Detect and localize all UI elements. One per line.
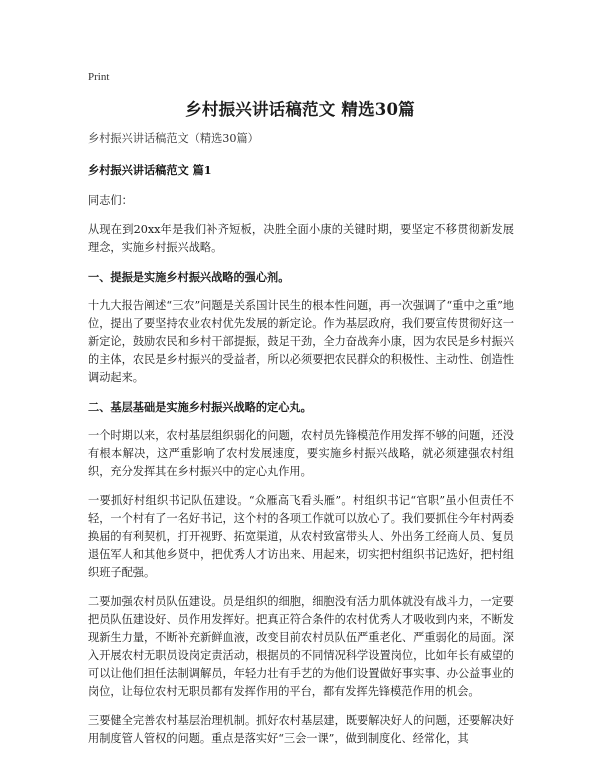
print-label[interactable]: Print [88,71,110,83]
document-subtitle: 乡村振兴讲话稿范文（精选30篇） [88,132,259,145]
paragraph-four: 二要加强农村员队伍建设。员是组织的细胞，细胞没有活力肌体就没有战斗力，一定要把员队伍建设好、员作用发挥好。把真正符合条件的农村优秀人才吸收到内来，不断发现新生力量，不断补充新鲜血液，改变目前农村员队伍严重老化、严重弱化的局面。深入开展农村无职员设岗定责活动，根据员的不同情况科学设置岗位，比如年长有威望的可以让他们担任法制调解员，年轻力壮有手艺的为他们设置做好事实事、办公益事业的岗位，让每位农村无职员都有发挥作用的平台，都有发挥先锋模范作用的机会。 [88,595,514,698]
section-heading: 乡村振兴讲话稿范文 篇1 [88,163,212,177]
document-body [88,130,514,759]
paragraph-three: 一要抓好村组织书记队伍建设。“众雁高飞看头雁”。村组织书记“官职”虽小但责任不轻，一个村有了一名好书记，这个村的各项工作就可以放心了。我们要抓住今年村两委换届的有利契机，打开视野、拓宽渠道，从农村致富带头人、外出务工经商人员、复员退伍军人和其他乡贤中，把优秀人才访出来、用起来，切实把村组织书记选好，把村组织班子配强。 [88,494,514,579]
document-title: 乡村振兴讲话稿范文 精选30篇 [185,100,415,119]
paragraph-two: 一个时期以来，农村基层组织弱化的问题，农村员先锋模范作用发挥不够的问题，还没有根本解决，这严重影响了农村发展速度，要实施乡村振兴战略，就必须建强农村组织，充分发挥其在乡村振兴中的定心丸作用。 [88,429,514,478]
paragraph-intro: 从现在到20xx年是我们补齐短板，决胜全面小康的关键时期，要坚定不移贯彻新发展理念，实施乡村振兴战略。 [88,223,514,254]
heading-two: 二、基层基础是实施乡村振兴战略的定心丸。 [88,400,312,414]
paragraph-five: 三要健全完善农村基层治理机制。抓好农村基层建，既要解决好人的问题，还要解决好用制度管人管权的问题。重点是落实好“三会一课”，做到制度化、经常化，其 [88,714,514,745]
paragraph-one: 十九大报告阐述“三农”问题是关系国计民生的根本性问题，再一次强调了“重中之重”地位，提出了要坚持农业农村优先发展的新定论。作为基层政府，我们要宣传贯彻好这一新定论，鼓励农民和乡村干部提振，鼓足干劲，全力奋战奔小康，因为农民是乡村振兴的主体，农民是乡村振兴的受益者，所以必须要把农民群众的积极性、主动性、创造性调动起来。 [88,299,514,384]
heading-one: 一、提振是实施乡村振兴战略的强心剂。 [88,270,290,284]
salutation: 同志们： [88,194,133,207]
